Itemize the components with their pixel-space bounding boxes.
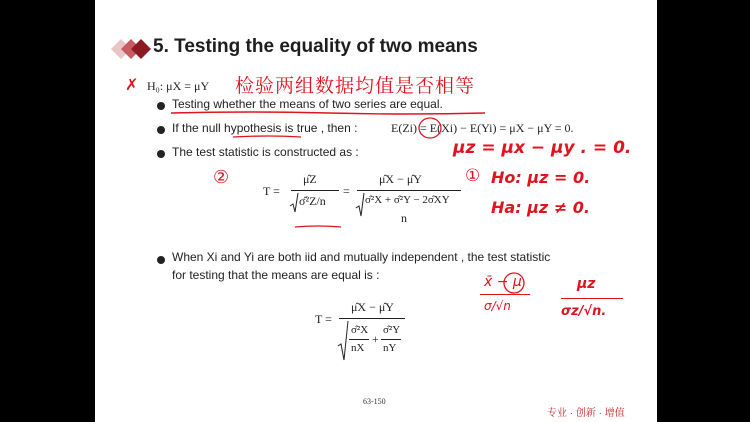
formula-1-lhs: T = [263, 184, 280, 198]
handwritten-circle-1: ① [465, 166, 481, 186]
bullet-icon [157, 102, 165, 110]
handwritten-ha: Ha: μz ≠ 0. [491, 198, 590, 217]
page-number: 63-150 [363, 397, 386, 406]
bullet-2-text: If the null hypothesis is true , then : [172, 121, 358, 135]
formula-2-plus: + [372, 332, 379, 346]
title-diamonds-icon [109, 36, 153, 62]
underline-mark [231, 134, 391, 140]
bullet-4-text: When Xi and Yi are both iid and mutually independent , the test statistic [172, 250, 551, 264]
brand-slogan: 专业 · 创新 · 增值 [547, 408, 625, 419]
handwritten-fraction-left [480, 274, 550, 324]
formula-1-eq: = [343, 184, 350, 198]
bullet-icon [157, 126, 165, 134]
formula-1-num2: μ̂X − μ̂Y [379, 172, 422, 186]
formula-1-den2: σ̂²X + σ̂²Y − 2σ̂XY [365, 194, 450, 206]
bullet-2-formula: E(Zi) = E(Xi) − E(Yi) = μX − μY = 0. [391, 121, 574, 135]
handwritten-fraction-right [559, 276, 639, 328]
h0-label: H₀: μX = μY [147, 79, 210, 93]
hw-frac-right-den: σz/√n. [561, 304, 607, 319]
formula-1-den1: σ̂²Z/n [299, 194, 326, 208]
slide-title: 5. Testing the equality of two means [153, 36, 478, 57]
circle-mark [417, 116, 443, 140]
formula-2-b-den: nY [383, 342, 397, 354]
slide [95, 0, 657, 422]
bullet-icon [157, 256, 165, 264]
hw-frac-right-num: μz [577, 276, 596, 292]
formula-2 [315, 298, 435, 368]
formula-2-b-num: σ̂²Y [383, 324, 401, 336]
formula-1-num1: μ̂Z [303, 172, 317, 186]
formula-2-lhs: T = [315, 312, 332, 326]
bullet-3-text: The test statistic is constructed as : [172, 145, 359, 159]
formula-2-a-num: σ̂²X [351, 324, 369, 336]
formula-2-a-den: nX [351, 342, 365, 354]
handwritten-circle-2: ② [213, 167, 230, 188]
handwritten-mu-line: μz = μx − μy . = 0. [453, 138, 632, 158]
chinese-annotation: 检验两组数据均值是否相等 [235, 75, 476, 97]
underline-mark [293, 224, 343, 230]
formula-1 [263, 170, 463, 230]
hw-frac-left-num: x̄ − μ [484, 274, 522, 290]
handwritten-h0: Ho: μz = 0. [491, 168, 591, 187]
sqrt-icon [355, 192, 365, 218]
formula-2-num: μ̂X − μ̂Y [351, 300, 394, 314]
sqrt-icon [289, 192, 299, 214]
sqrt-icon [337, 320, 349, 362]
circle-mark [502, 271, 526, 295]
hw-frac-left-den: σ/√n [484, 299, 511, 313]
formula-1-den2b: n [401, 211, 407, 225]
bullet-1-text: Testing whether the means of two series are equal. [172, 97, 443, 111]
bullet-icon [157, 150, 165, 158]
cross-mark-icon: ✗ [125, 75, 139, 94]
bullet-4-text-2: for testing that the means are equal is : [172, 268, 380, 282]
